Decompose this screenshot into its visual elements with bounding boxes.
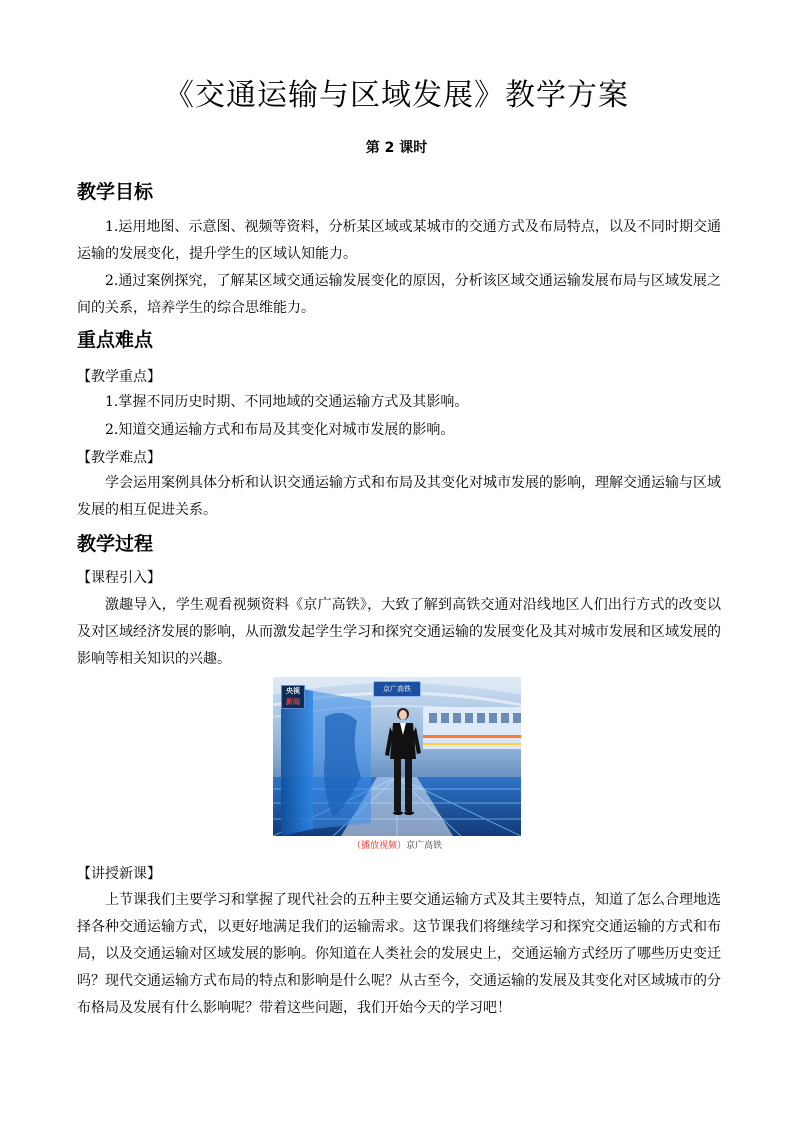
lesson-period: 第 2 课时 [365, 140, 428, 156]
new-lesson-label: 【讲授新课】 [77, 866, 161, 882]
video-scene [273, 677, 521, 836]
caption-play-label[interactable]: （播放视频） [351, 841, 406, 851]
station-sign: 京广高铁 [373, 681, 421, 697]
logo-bottom-text: 新闻 [286, 698, 300, 706]
logo-top-text: 央视 [286, 687, 300, 695]
focus-label: 【教学重点】 [77, 369, 161, 385]
cctv-news-logo [281, 685, 305, 709]
new-lesson-text: 上节课我们主要学习和掌握了现代社会的五种主要交通运输方式及其主要特点，知道了怎么合理地选择各种交通运输方式，以更好地满足我们的运输需求。这节课我们将继续学习和探究交通运输的方式和布局，以及交通运输对区域发展的影响。你知道在人类社会的发展史上，交通运输方式经历了哪些历史变迁吗？现代交通运输方式布局的特点和影响是什么呢？从古至今，交通运输的发展及其变化对区域城市的分布格局及发展有什么影响呢？带着这些问题，我们开始今天的学习吧！ [77, 892, 721, 1016]
objective-item-1: 1.运用地图、示意图、视频等资料，分析某区域或某城市的交通方式及布局特点，以及不同时期交通运输的发展变化，提升学生的区域认知能力。 [77, 219, 721, 262]
heading-key-points: 重点难点 [77, 329, 154, 351]
document-title: 《交通运输与区域发展》教学方案 [164, 78, 629, 113]
intro-label: 【课程引入】 [77, 570, 161, 586]
difficulty-text: 学会运用案例具体分析和认识交通运输方式和布局及其变化对城市发展的影响，理解交通运输与区域发展的相互促进关系。 [77, 475, 721, 518]
video-caption [273, 840, 521, 852]
heading-objectives: 教学目标 [77, 181, 154, 203]
objective-item-2: 2.通过案例探究，了解某区域交通运输发展变化的原因，分析该区域交通运输发展布局与区域发展之间的关系，培养学生的综合思维能力。 [77, 273, 721, 316]
video-still [273, 677, 521, 836]
difficulty-label: 【教学难点】 [77, 450, 161, 466]
caption-name: 京广高铁 [406, 841, 443, 851]
focus-item-2: 2.知道交通运输方式和布局及其变化对城市发展的影响。 [105, 422, 455, 438]
focus-item-1: 1.掌握不同历史时期、不同地域的交通运输方式及其影响。 [105, 394, 469, 410]
intro-text: 激趣导入，学生观看视频资料《京广高铁》，大致了解到高铁交通对沿线地区人们出行方式的改变以及对区域经济发展的影响，从而激发起学生学习和探究交通运输的发展变化及其对城市发展和区域发展的影响等相关知识的兴趣。 [77, 597, 721, 667]
heading-process: 教学过程 [77, 533, 154, 555]
